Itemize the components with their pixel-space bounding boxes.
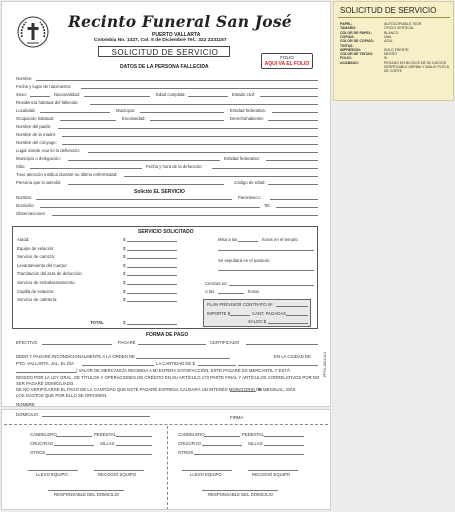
field-label-entidad2: Entidad federativa: bbox=[224, 156, 260, 161]
stub-left-candelero[interactable] bbox=[56, 436, 92, 437]
stub-domicilio[interactable] bbox=[42, 416, 150, 417]
pagare-nombre-label: NOMBRE bbox=[16, 402, 35, 407]
pagare-mensual: % MENSUAL, MÁS bbox=[258, 387, 296, 392]
stub-right-crucifijo-label: CRUCIFIJO bbox=[178, 441, 201, 446]
service-item-amount[interactable] bbox=[127, 267, 177, 268]
stub-right-responsable-sign[interactable] bbox=[202, 490, 278, 491]
service-item-amount[interactable] bbox=[127, 241, 177, 242]
misa-templo[interactable] bbox=[218, 250, 314, 251]
spec-key: COLOR DE PAPEL: bbox=[340, 30, 373, 35]
stub-left-pedestal[interactable] bbox=[116, 436, 152, 437]
field-label-lugar-defuncion: Lugar donde ocurrió la defunción: bbox=[16, 148, 81, 153]
pagare-valor-mercancia: ) VALOR DE MERCANCÍA RECIBIDA A MI ENTERA SATISFACCIÓN, ESTE PAGARÉ ES MERCANTIL Y ESTÁ bbox=[76, 368, 290, 373]
pagare-cantidad[interactable] bbox=[198, 365, 236, 366]
requester-label-nombre: Nombre: bbox=[16, 195, 33, 200]
pago-efectivo-label: EFECTIVO bbox=[16, 340, 38, 345]
field-label-conyuge: Nombre del cónyuge: bbox=[16, 140, 57, 145]
spec-value: PEGADO EN BLOCKS DE 50 JUEGOS DESPEGABLE ARRIBA Y ABAJO PLECA DE CORTE bbox=[384, 60, 449, 73]
stub-right-recogio-label: RECOGIÓ EQUIPO bbox=[252, 472, 291, 477]
specs-divider bbox=[338, 17, 450, 18]
field-escolaridad[interactable] bbox=[150, 120, 224, 121]
field-municipio-deleg[interactable] bbox=[68, 160, 220, 161]
equipment-stub bbox=[1, 409, 331, 510]
field-label-madre: Nombre de la madre: bbox=[16, 132, 57, 137]
spec-value: AZUL bbox=[384, 39, 393, 44]
funeral-cross-logo-icon bbox=[16, 15, 50, 49]
specs-title: SOLICITUD DE SERVICIO bbox=[340, 6, 437, 15]
service-item-label: Capilla de velación: bbox=[17, 288, 55, 294]
service-item-label: Servicio de embalsamamiento: bbox=[17, 280, 76, 285]
service-item-currency: $ bbox=[123, 280, 126, 285]
stub-right-llevo-label: LLEVO EQUIPO bbox=[190, 472, 222, 477]
spec-key: PAPEL: bbox=[340, 22, 353, 26]
stub-right-candelero[interactable] bbox=[204, 436, 240, 437]
service-request-form bbox=[1, 1, 331, 407]
field-fecha-nacimiento[interactable] bbox=[81, 88, 318, 89]
sepultura-panteon[interactable] bbox=[218, 270, 314, 271]
pago-efectivo[interactable] bbox=[42, 344, 112, 345]
requester-label-parentesco: Parentesco: bbox=[238, 195, 261, 200]
field-madre[interactable] bbox=[62, 136, 318, 137]
field-ocupacion[interactable] bbox=[60, 120, 116, 121]
field-label-derechohabiente: Derechohabiente: bbox=[230, 116, 264, 121]
pagare-dia[interactable] bbox=[82, 365, 154, 366]
service-item-amount[interactable] bbox=[127, 301, 177, 302]
saldo-label: SALDO $ bbox=[248, 319, 267, 324]
field-label-estado-civil: Estado civil: bbox=[232, 92, 255, 97]
pagare-nombre[interactable] bbox=[40, 406, 150, 407]
field-persona-atendio[interactable] bbox=[68, 184, 224, 185]
service-item-label: Servicio de cafetería: bbox=[17, 297, 58, 303]
field-label-nacionalidad: Nacionalidad: bbox=[54, 92, 81, 97]
cenizas-lugar[interactable] bbox=[229, 285, 314, 286]
field-localidad[interactable] bbox=[40, 112, 110, 113]
stub-left-otros[interactable] bbox=[46, 454, 152, 455]
pagare-gastos: LOS GASTOS QUE POR ELLO SE ORIGINEN. bbox=[16, 393, 108, 398]
field-nacionalidad[interactable] bbox=[84, 96, 150, 97]
service-item-amount[interactable] bbox=[127, 258, 177, 259]
horas-label: horas. bbox=[248, 289, 260, 294]
plan-contrato[interactable] bbox=[276, 306, 308, 307]
stub-right-llevo-sign[interactable] bbox=[182, 470, 232, 471]
folio-label: FOLIO bbox=[280, 55, 294, 60]
stub-right-responsable-label: RESPONSABLE DEL DOMICILIO bbox=[208, 492, 274, 497]
form-title-box bbox=[98, 46, 230, 57]
field-residencia[interactable] bbox=[90, 104, 318, 105]
spec-value: OFICIO VERTICAL bbox=[384, 26, 415, 31]
stub-left-otros-label: OTROS bbox=[30, 450, 46, 455]
service-total-amount[interactable] bbox=[127, 324, 177, 325]
field-label-municipio-deleg: Municipio o delegación: bbox=[16, 156, 61, 161]
misa-hora[interactable] bbox=[238, 241, 258, 242]
stub-left-pedestal-label: PEDESTAL bbox=[94, 432, 117, 437]
field-label-atencion-medica: Tuvo atención médica durante su último enfermedad: bbox=[16, 172, 118, 177]
stub-domicilio-label: DOMICILIO bbox=[16, 412, 39, 417]
requester-observaciones[interactable] bbox=[52, 215, 318, 216]
field-atencion-medica[interactable] bbox=[124, 176, 318, 177]
spec-value: SI bbox=[384, 56, 388, 61]
field-padre[interactable] bbox=[58, 128, 318, 129]
stub-divider bbox=[167, 426, 168, 510]
cenizas-label: Cenizas en: bbox=[205, 281, 228, 286]
stub-right-pedestal-label: PEDESTAL bbox=[242, 432, 265, 437]
field-edad[interactable] bbox=[188, 96, 228, 97]
spec-key: COLOR DE TINTAS: bbox=[340, 52, 373, 57]
stub-right-pedestal[interactable] bbox=[264, 436, 304, 437]
misa-templo-label: horas en el templo: bbox=[262, 237, 299, 242]
spec-value: SOLO FRENTE bbox=[384, 47, 409, 52]
service-item-label: Tramitación del acta de defunción: bbox=[17, 271, 83, 277]
spec-key: TAMAÑO: bbox=[340, 26, 357, 31]
saldo-value[interactable] bbox=[268, 323, 308, 324]
field-nombre[interactable] bbox=[36, 80, 318, 81]
field-label-localidad: Localidad: bbox=[16, 108, 36, 113]
pagare-interes: DE NO VERIFICARSE EL PAGO DE LA CANTIDAD QUE ESTE PAGARÉ EXPRESA CAUSARÁ UN INTERÉS MORATORIO DE bbox=[16, 387, 263, 392]
form-code-vertical: PFFA-1004/121 bbox=[323, 351, 327, 377]
field-label-codigo-edad: Código de edad: bbox=[234, 180, 266, 185]
service-item-currency: $ bbox=[123, 254, 126, 260]
folio-box bbox=[261, 53, 313, 69]
service-item-label: Servicio de carroza: bbox=[17, 254, 55, 260]
stub-right-sillas-label: SILLAS bbox=[248, 441, 263, 446]
stub-right-sillas[interactable] bbox=[264, 445, 304, 446]
stub-right-candelero-label: CANDELERO bbox=[178, 432, 205, 437]
service-item-amount[interactable] bbox=[127, 284, 177, 285]
field-label-sexo: Sexo: bbox=[16, 92, 27, 97]
pago-certificado[interactable] bbox=[246, 344, 318, 345]
field-label-padre: Nombre del padre: bbox=[16, 124, 52, 129]
spec-value: BLANCO bbox=[384, 30, 399, 35]
payment-section-heading: FORMA DE PAGO bbox=[146, 332, 189, 338]
spec-key: IMPRESIÓN: bbox=[340, 47, 361, 52]
field-lugar-defuncion[interactable] bbox=[88, 152, 318, 153]
requester-parentesco[interactable] bbox=[270, 199, 318, 200]
service-total-label: TOTAL bbox=[90, 320, 104, 325]
service-item-label: Levantamiento del cuerpo: bbox=[17, 262, 68, 268]
misa-label: Misa a las bbox=[218, 237, 238, 242]
field-label-ocupacion: Ocupación habitual: bbox=[16, 116, 54, 121]
stub-right-recogio-sign[interactable] bbox=[248, 470, 298, 471]
pago-certificado-label: CERTIFICADO bbox=[210, 340, 240, 345]
pagare-cantidad-letra-2[interactable] bbox=[16, 372, 76, 373]
stub-right-crucifijo[interactable] bbox=[202, 445, 242, 446]
spec-value: NEGRO bbox=[384, 52, 397, 57]
stub-left-recogio-sign[interactable] bbox=[94, 470, 144, 471]
stub-right-otros-label: OTROS bbox=[178, 450, 194, 455]
service-item-currency: $ bbox=[123, 262, 126, 268]
stub-left-llevo-label: LLEVO EQUIPO bbox=[36, 472, 68, 477]
importe-label: IMPORTE $ bbox=[207, 311, 231, 316]
field-estado-civil[interactable] bbox=[260, 96, 318, 97]
service-item-label: Ataúd: bbox=[17, 237, 30, 242]
cant-pagadas-label: CANT. PAGADAS bbox=[252, 311, 287, 316]
requester-label-observaciones: Observaciones: bbox=[16, 211, 46, 216]
company-address: Colombia No. 1427, Col. 5 de Diciembre Tel.: 322 2231157 bbox=[94, 38, 227, 43]
spec-key: COPIAS: bbox=[340, 34, 355, 39]
stub-left-recogio-label: RECOGIÓ EQUIPO bbox=[98, 472, 137, 477]
spec-key: ACABADO: bbox=[340, 60, 360, 65]
service-item-currency: $ bbox=[123, 271, 126, 277]
pagare-debo-text: DEBO Y PAGARÉ INCONDICIONALMENTE A LA ORDEN DE bbox=[16, 354, 135, 359]
service-item-currency: $ bbox=[123, 237, 126, 242]
stub-left-responsable-sign[interactable] bbox=[48, 490, 124, 491]
stub-firma-label: FIRMA bbox=[230, 415, 244, 420]
field-derechohabiente[interactable] bbox=[268, 120, 318, 121]
spec-key: TINTAS: bbox=[340, 43, 354, 48]
pagare-orden-de[interactable] bbox=[136, 358, 230, 359]
sepultura-label: Se sepultará en el panteón: bbox=[218, 258, 271, 263]
folio-value: AQUI VA EL FOLIO bbox=[264, 61, 310, 67]
company-name: Recinto Funeral San José bbox=[68, 12, 292, 31]
stub-left-sillas[interactable] bbox=[116, 445, 152, 446]
plan-previsor-label: PLAN PREVISOR CONTRATO Nº bbox=[207, 302, 273, 307]
spec-value: AUTOCOPIABLE 75GR bbox=[384, 22, 422, 26]
field-label-fecha-hora-def: Fecha y hora de la defunción: bbox=[146, 164, 203, 169]
field-label-residencia: Residencia habitual del fallecido: bbox=[16, 100, 79, 105]
service-total-currency: $ bbox=[123, 320, 126, 325]
stub-right-otros[interactable] bbox=[194, 454, 304, 455]
form-title: SOLICITUD DE SERVICIO bbox=[111, 48, 219, 57]
company-city: PUERTO VALLARTA bbox=[152, 32, 201, 38]
field-codigo-edad[interactable] bbox=[268, 184, 318, 185]
pagare-no-domiciliado: SER PAGARÉ DOMICILIADO. bbox=[16, 381, 75, 386]
stub-left-candelero-label: CANDELERO bbox=[30, 432, 57, 437]
pagare-firma-line[interactable] bbox=[198, 406, 286, 407]
spec-key: FOLIO: bbox=[340, 56, 352, 61]
service-section-heading: SERVICIO SOLICITADO bbox=[138, 229, 194, 235]
requester-section-heading: Solicitó EL SERVICIO bbox=[134, 189, 185, 195]
field-sexo[interactable] bbox=[30, 96, 50, 97]
pagare-cantidad-label: LA CANTIDAD DE $ bbox=[156, 361, 195, 366]
pagare-interes-pct[interactable] bbox=[230, 391, 256, 392]
service-item-label: Equipo de velación: bbox=[17, 245, 55, 251]
stub-left-sillas-label: SILLAS bbox=[100, 441, 115, 446]
pagare-cantidad-letra[interactable] bbox=[238, 365, 318, 366]
importe-value[interactable] bbox=[230, 315, 250, 316]
requester-nombre[interactable] bbox=[36, 199, 232, 200]
requester-label-tel: Tel: bbox=[264, 203, 271, 208]
stub-left-crucifijo[interactable] bbox=[54, 445, 94, 446]
field-label-edad: Edad cumplida: bbox=[156, 92, 186, 97]
pago-pagare[interactable] bbox=[138, 344, 206, 345]
field-label-municipio: Municipio: bbox=[116, 108, 136, 113]
field-label-nombre: Nombre: bbox=[16, 76, 33, 81]
field-label-entidad: Entidad federativa: bbox=[230, 108, 266, 113]
field-entidad2[interactable] bbox=[266, 160, 318, 161]
pago-pagare-label: PAGARÉ bbox=[118, 340, 136, 345]
field-municipio[interactable] bbox=[140, 112, 224, 113]
service-item-amount[interactable] bbox=[127, 275, 177, 276]
cut-line bbox=[4, 424, 328, 425]
cenizas-hora[interactable] bbox=[218, 293, 244, 294]
field-entidad[interactable] bbox=[272, 112, 318, 113]
field-sitio[interactable] bbox=[30, 168, 142, 169]
service-item-amount[interactable] bbox=[127, 293, 177, 294]
requester-label-domicilio: Domicilio: bbox=[16, 203, 35, 208]
spec-value: UNA bbox=[384, 34, 392, 39]
service-item-amount[interactable] bbox=[127, 250, 177, 251]
deceased-section-heading: DATOS DE LA PERSONA FALLECIDA bbox=[120, 64, 209, 70]
pagare-pto-vallarta: PTO. VALLARTA, JAL. EL DÍA bbox=[16, 361, 75, 366]
field-fecha-hora-def[interactable] bbox=[212, 168, 318, 169]
field-label-escolaridad: Escolaridad: bbox=[122, 116, 146, 121]
service-item-currency: $ bbox=[123, 245, 126, 251]
cant-pagadas-value[interactable] bbox=[286, 315, 308, 316]
requester-tel[interactable] bbox=[276, 207, 318, 208]
spec-key: COLOR DE COPIAS: bbox=[340, 39, 375, 44]
stub-left-llevo-sign[interactable] bbox=[28, 470, 78, 471]
a-las-label: A las bbox=[205, 289, 215, 294]
field-label-sitio: Sitio: bbox=[16, 164, 26, 169]
field-conyuge[interactable] bbox=[62, 144, 318, 145]
pagare-en-ciudad: EN LA CIUDAD DE bbox=[274, 354, 312, 359]
print-specs-panel bbox=[333, 1, 454, 101]
pagare-regido: REGIDO POR LA LEY GRAL. DE TÍTULOS Y OPERACIONES DE CRÉDITO EN SU ARTÍCULO 173 PARTE FINAL Y ARTÍCULOS CORRELATIVOS POR NO bbox=[16, 375, 320, 380]
requester-domicilio[interactable] bbox=[40, 207, 260, 208]
stub-left-crucifijo-label: CRUCIFIJO bbox=[30, 441, 53, 446]
stub-left-responsable-label: RESPONSABLE DEL DOMICILIO bbox=[54, 492, 120, 497]
field-label-persona-atendio: Persona que lo atendió: bbox=[16, 180, 62, 185]
field-label-fecha-nac: Fecha y lugar de nacimiento: bbox=[16, 84, 72, 89]
service-item-currency: $ bbox=[123, 288, 126, 294]
service-item-currency: $ bbox=[123, 297, 126, 303]
